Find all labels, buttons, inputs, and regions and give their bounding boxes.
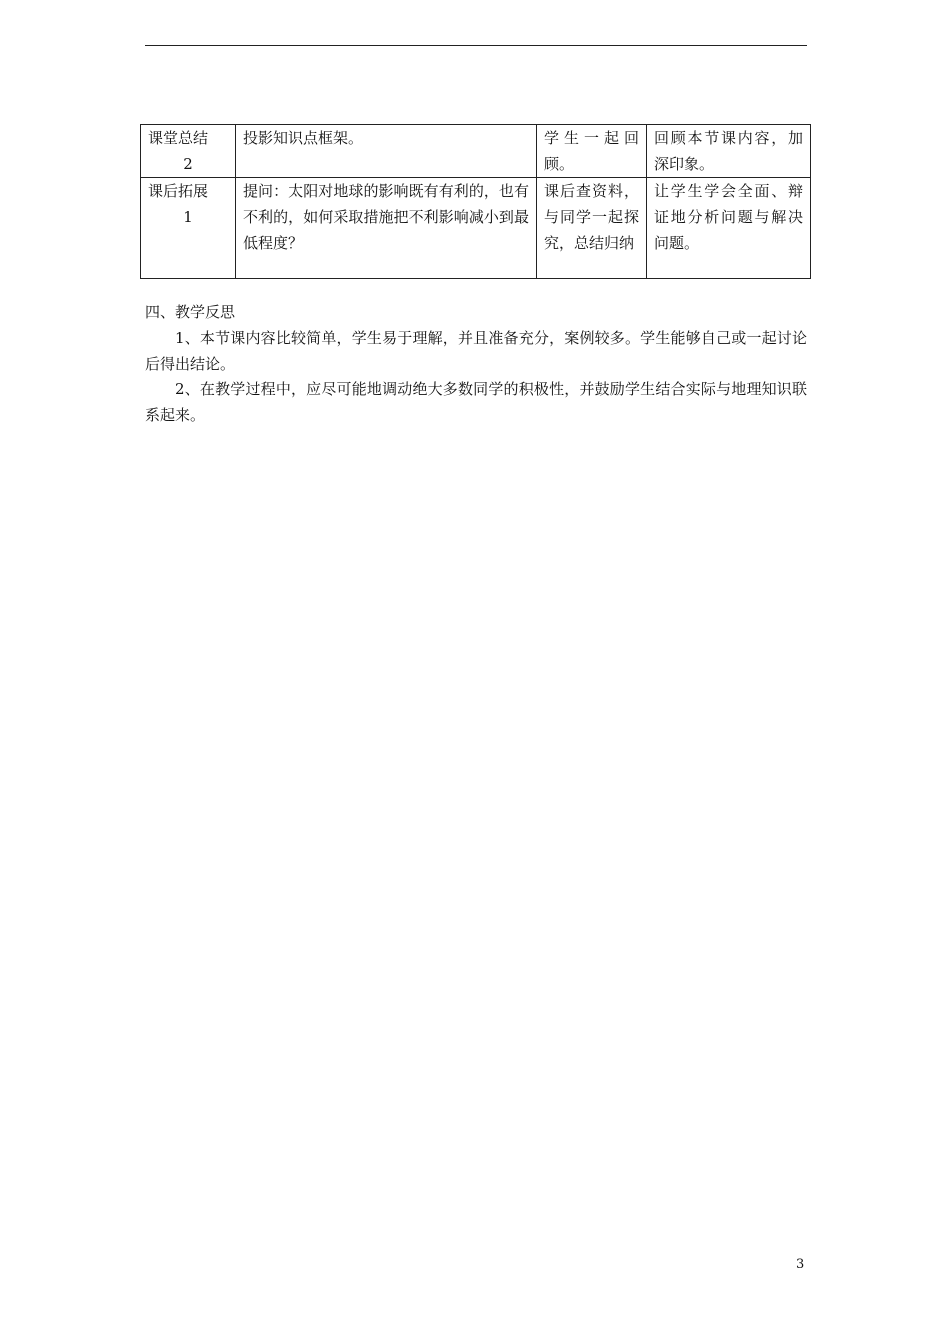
reflection-heading: 四、教学反思 bbox=[145, 303, 236, 321]
table-row bbox=[141, 125, 811, 178]
stage-cell bbox=[141, 178, 236, 279]
header-rule bbox=[145, 45, 807, 46]
stage-label: 课后拓展 bbox=[148, 182, 209, 200]
reflection-paragraph: 1、本节课内容比较简单，学生易于理解，并且准备充分，案例较多。学生能够自己或一起讨论后得出结论。 bbox=[145, 329, 807, 373]
purpose-cell: 让学生学会全面、辩证地分析问题与解决问题。 bbox=[647, 178, 811, 279]
content-cell: 投影知识点框架。 bbox=[236, 125, 537, 178]
stage-label: 课堂总结 bbox=[148, 129, 209, 147]
lesson-plan-table bbox=[140, 124, 811, 279]
reflection-paragraph: 2、在教学过程中，应尽可能地调动绝大多数同学的积极性，并鼓励学生结合实际与地理知识联系起来。 bbox=[145, 380, 807, 424]
table-row bbox=[141, 178, 811, 279]
content-cell: 提问：太阳对地球的影响既有有利的，也有不利的，如何采取措施把不利影响减小到最低程度？ bbox=[236, 178, 537, 279]
student-activity-cell: 课后查资料，与同学一起探究，总结归纳 bbox=[537, 178, 647, 279]
stage-cell bbox=[141, 125, 236, 178]
stage-minutes: 1 bbox=[183, 208, 193, 226]
student-activity-cell: 学生一起回顾。 bbox=[537, 125, 647, 178]
purpose-cell: 回顾本节课内容，加深印象。 bbox=[647, 125, 811, 178]
page-number: 3 bbox=[796, 1257, 805, 1272]
stage-minutes: 2 bbox=[183, 155, 193, 173]
